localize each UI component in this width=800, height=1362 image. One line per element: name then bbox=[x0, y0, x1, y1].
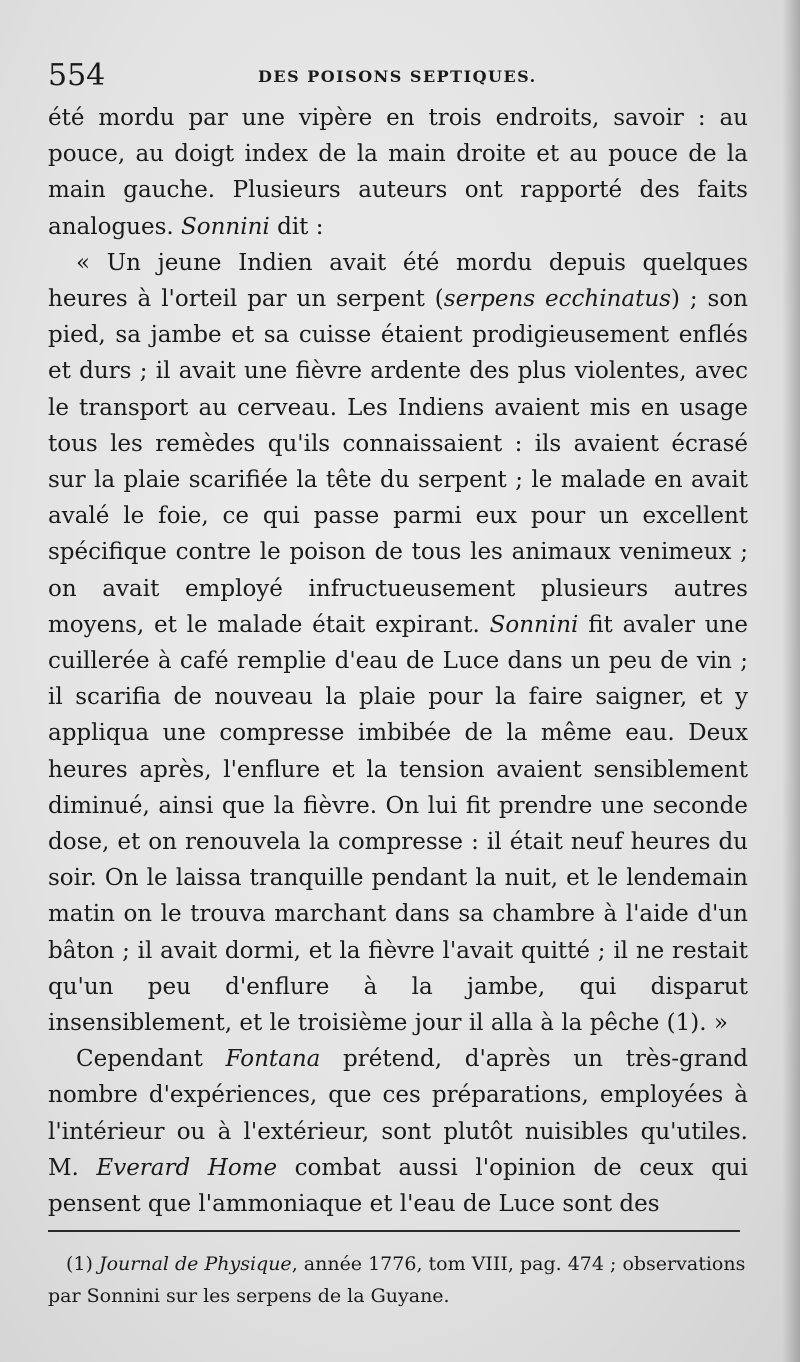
running-head: DES POISONS SEPTIQUES. bbox=[258, 67, 537, 86]
paragraph-3 bbox=[48, 1041, 748, 1222]
footnote-text: , année 1776, tom VIII, pag. 474 ; observations par Sonnini sur les serpens de la Guyane. bbox=[48, 1253, 746, 1307]
author-name-sonnini-2: Sonnini bbox=[489, 611, 579, 638]
species-name: serpens ecchinatus bbox=[443, 286, 671, 313]
footnote-1 bbox=[48, 1248, 748, 1312]
paragraph-3-text-c: prétend, d'après un très-grand nombre d'expériences, que ces préparations, employées à l'intérieur ou à l'extérieur, sont plutôt nuisibles qu'utiles. M. bbox=[48, 1046, 748, 1181]
main-text bbox=[48, 100, 748, 1222]
page-number: 554 bbox=[48, 58, 106, 93]
paragraph-1-text-a: été mordu par une vipère en trois endroits, savoir : au pouce, au doigt index de la main droite et au pouce de la main gauche. Plusieurs auteurs ont rapporté des faits analogues. bbox=[48, 105, 748, 240]
paragraph-2-text-a: « Un jeune Indien avait été mordu depuis quelques heures à l'orteil par un serpent ( bbox=[48, 249, 748, 313]
paragraph-3-text-e: combat aussi l'opinion de ceux qui pensent que l'ammoniaque et l'eau de Luce sont des bbox=[48, 1154, 748, 1218]
paragraph-1-text-c: dit : bbox=[269, 213, 324, 240]
author-name-home: Everard Home bbox=[96, 1154, 278, 1181]
footnote-marker: (1) bbox=[66, 1253, 99, 1275]
paragraph-3-text-a: Cependant bbox=[76, 1046, 226, 1073]
page-header bbox=[48, 52, 738, 102]
author-name-fontana: Fontana bbox=[225, 1046, 321, 1073]
paragraph-1 bbox=[48, 100, 748, 245]
journal-title: Journal de Physique bbox=[98, 1253, 292, 1275]
paragraph-2-text-c: ) ; son pied, sa jambe et sa cuisse étaient prodigieusement enflés et durs ; il avait une fièvre ardente des plus violentes, avec le transport au cerveau. Les Indiens avaient mis en usage tous les remèdes qu'ils connaissaient : ils avaient écrasé sur la plaie scarifiée la tête du serpent ; le malade en avait avalé le foie, ce qui passe parmi eux pour un excellent spécifique contre le poison de tous les animaux venimeux ; on avait employé infructueusement plusieurs autres moyens, et le malade était expirant. bbox=[48, 286, 748, 638]
paragraph-2-quotation bbox=[48, 245, 748, 1041]
author-name-sonnini: Sonnini bbox=[181, 213, 270, 240]
paragraph-2-text-e: fit avaler une cuillerée à café remplie d'eau de Luce dans un peu de vin ; il scarifia de nouveau la plaie pour la faire saigner, et y appliqua une compresse imbibée de la même eau. Deux heures après, l'enflure et la tension avaient sensiblement diminué, ainsi que la fièvre. On lui fit prendre une seconde dose, et on renouvela la compresse : il était neuf heures du soir. On le laissa tranquille pendant la nuit, et le lendemain matin on le trouva marchant dans sa chambre à l'aide d'un bâton ; il avait dormi, et la fièvre l'avait quitté ; il ne restait qu'un peu d'enflure à la jambe, qui disparut insensiblement, et le troisième jour il alla à la pêche (1). » bbox=[48, 611, 749, 1037]
footnote bbox=[48, 1248, 748, 1312]
footnote-divider bbox=[48, 1230, 740, 1232]
